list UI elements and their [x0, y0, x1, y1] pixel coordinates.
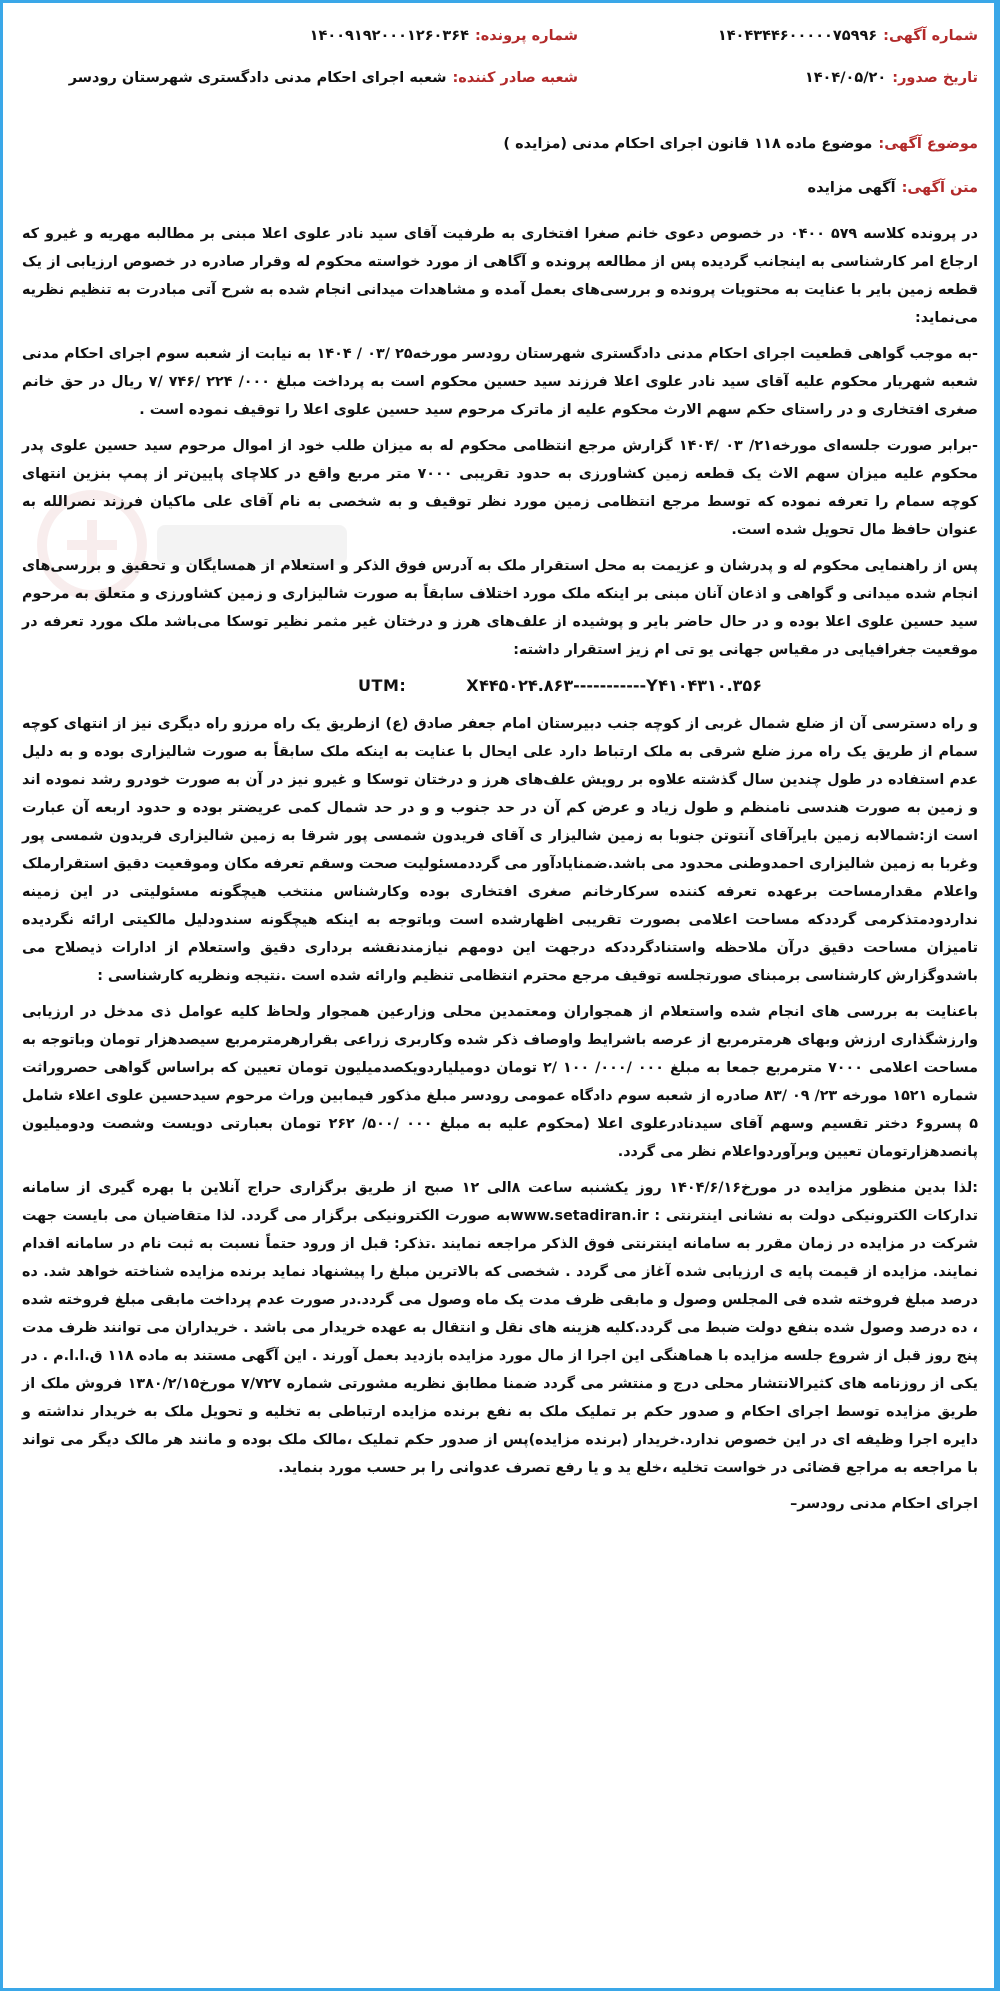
- text-heading-value: آگهی مزایده: [807, 180, 896, 196]
- paragraph-boundaries: و راه دسترسی آن از ضلع شمال غربی از کوچه جنب دبیرستان امام جعفر صادق (ع) ازطریق یک راه مرزو راه دیگری نیز از انتهای کوچه سمام از طریق یک راه مرز ضلع شرقی به ملک ارتباط دارد علی ایحال با عنایت به اینکه ملک سابقاً به صورت شالیزاری بوده و به دلیل عدم استفاده در طول چندین سال گذشته علاوه بر رویش علف‌های هرز و درختان توسکا و غیرو نیز در آن به صورت خودرو رشد نموده اند و زمین به صورت هندسی نامنظم و طول زیاد و عرض کم آن در حد جنوب و و در حد شمال کمی عریضتر بوده و حدود اربعه آن عبارت است از:شمالابه زمین بایرآقای آنتوتن جنوبا به زمین شالیزار ی آقای فریدون شمسی پور شرقا به زمین شالیزاری فریدون شمسی پور وغربا به زمین شالیزاری احمدوطنی محدود می باشد.ضمنایادآور می گرددمسئولیت صحت وسقم تعرفه مکان وموقعیت دقیق استقرارملک واعلام مقدارمساحت برعهده تعرفه کننده سرکارخانم صغری افتخاری بوده وکارشناس منتخب هیچگونه مسئولیتی در این زمینه نداردودمتذکرمی گرددکه مساحت اعلامی بصورت تقریبی اظهارشده است وباتوجه به اینکه هیچگونه سندودلیل مالکیتی ارائه نگردیده تامیزان مساحت دقیق درآن ملاحظه واستنادگرددکه درجهت این دومهم نیازمندنقشه برداری دقیق واستعلام از ادارات ذیصلاح می باشدوگزارش کارشناسی برمبنای صورتجلسه توقیف مرجع محترم انتظامی تنظیم وارائه شده است .نتیجه ونظریه کارشناسی :: [22, 716, 978, 984]
- issue-date-value: ۱۴۰۴/۰۵/۲۰: [804, 70, 887, 86]
- paragraph-seizure: -برابر صورت جلسه‌ای مورخه۲۱/ ۰۳ /۱۴۰۴ گزارش مرجع انتظامی محکوم له به میزان طلب خود از اموال مرحوم سید حسین علوی پدر محکوم علیه میزان سهم الاث یک قطعه زمین کشاورزی به حدود تقریبی ۷۰۰۰ متر مربع واقع در کلاچای پایین‌تر از پمپ بنزین انتهای کوچه سمام را تعرفه نموده که توسط مرجع انتظامی زمین مورد نظر توقیف و به شخصی به نام آقای علی ماکیان فرزند نصرالله به عنوان حافظ مال تحویل شده است.: [22, 438, 979, 538]
- ad-number: [578, 28, 978, 44]
- paragraph-auction-terms: :لذا بدین منظور مزایده در مورخ۱۴۰۴/۶/۱۶ روز یکشنبه ساعت ۸الی ۱۲ صبح از طریق برگزاری حراج آنلاین با بهره گیری از سامانه تدارکات الکترونیکی دولت به نشانی اینترنتی : www.setadiran.irبه صورت الکترونیکی برگزار می گردد. لذا متقاضیان می بایست جهت شرکت در مزایده در زمان مقرر به سامانه اینترنتی فوق الذکر مراجعه نمایند .تذکر: قبل از ورود حتماً نسبت به ثبت نام در سامانه اقدام نمایند. مزایده از قیمت پایه ی ارزیابی شده آغاز می گردد . شخصی که بالاترین مبلغ را پیشنهاد نماید برنده مزایده شناخته خواهد شد. ده درصد مبلغ فروخته شده فی المجلس وصول و مابقی ظرف مدت یک ماه وصول می گردد.در صورت عدم پرداخت مابقی مبلغ فروخته شده ، ده درصد وصول شده بنفع دولت ضبط می گردد.کلیه هزینه های نقل و انتقال به عهده خریدار می باشد . خریداران می توانند ظرف مدت پنج روز قبل از شروع جلسه مزایده با هماهنگی این اجرا از مال مورد مزایده بازدید بعمل آورند . این آگهی مستند به ماده ۱۱۸ ق.ا.ا.م . در یکی از روزنامه های کثیرالانتشار محلی درج و منتشر می گردد ضمنا مطابق نظریه مشورتی شماره ۷/۷۲۷ مورخ۱۳۸۰/۲/۱۵ فروش ملک از طریق مزایده توسط اجرای احکام و صدور حکم بر تملیک ملک به نفع برنده مزایده ارتباطی به تخلیه و تحویل ملک به خریدار نداشته و دایره اجرا وظیفه ای در این خصوص ندارد.خریدار (برنده مزایده)پس از صدور حکم تملیک ،مالک ملک بوده و مانند هر مالک دیگر می تواند با مراجعه به مراجع قضائی در خواست تخلیه ،خلع ید و یا رفع تصرف عدوانی را بر حسب مورد بنماید.: [22, 1180, 979, 1476]
- subject-value: موضوع ماده ۱۱۸ قانون اجرای احکام مدنی (مزایده ): [503, 136, 873, 152]
- case-number: [310, 28, 578, 44]
- utm-coordinates: [142, 672, 978, 702]
- issuer: [69, 70, 578, 86]
- text-heading-line: [22, 180, 978, 220]
- utm-value: X۴۴۵۰۲۴.۸۶۳-----------Y۴۱۰۴۳۱۰.۳۵۶: [466, 676, 762, 695]
- signature: اجرای احکام مدنی رودسر–: [790, 1496, 978, 1512]
- ad-document: [22, 28, 978, 1526]
- issue-date: [578, 70, 978, 86]
- ad-body: [22, 220, 978, 1518]
- paragraph-location: پس از راهنمایی محکوم له و پدرشان و عزیمت به محل استقرار ملک به آدرس فوق الذکر و استعلام از همسایگان و تحقیق و بررسی‌های انجام شده میدانی و گواهی و اذعان آنان مبنی بر اینکه ملک مورد اختلاف سابقاً به صورت شالیزاری و زمین کشاورزی و متعلق به مرحوم سید حسین علوی اعلا بوده و در حال حاضر بایر و پوشیده از علف‌های هرز و درختان غیر مثمر نظیر توسکا می‌باشد ملک مورد تعرفه در موقعیت جغرافیایی در مقیاس جهانی یو تی ام زیز استقرار داشته:: [22, 558, 978, 658]
- issue-date-label: تاریخ صدور:: [892, 70, 978, 86]
- paragraph-verdict: -به موجب گواهی قطعیت اجرای احکام مدنی دادگستری شهرستان رودسر مورخه۲۵ /۰۳ / ۱۴۰۴ به نیابت از شعبه سوم اجرای احکام مدنی شعبه شهریار محکوم علیه آقای سید نادر علوی اعلا فرزند سید حسین محکوم است به پرداخت مبلغ ۰۰۰/ ۲۲۴ /۷۴۶ /۷ ریال در حق خانم صغری افتخاری و در راستای حکم سهم الارث محکوم علیه از ماترک مرحوم سید حسین علوی اعلا را توقیف نموده است .: [22, 346, 978, 418]
- meta-row-2: [22, 70, 978, 112]
- utm-label: UTM:: [358, 676, 407, 695]
- paragraph-valuation: باعنایت به بررسی های انجام شده واستعلام از همجواران ومعتمدین محلی وزارعین همجوار ولحاظ کلیه عوامل ذی مدخل در ارزیابی وارزشگذاری ارزش وبهای هرمترمربع از عرصه باشرایط واوصاف ذکر شده وکاربری زراعی بقرارهرمترمربع سیصدهزار تومان وباتوجه به مساحت اعلامی ۷۰۰۰ مترمربع جمعا به مبلغ ۰۰۰ /۰۰۰/ ۱۰۰ /۲ تومان دومیلیاردویکصدمیلیون تومان تعیین که براساس گواهی حصروراثت شماره ۱۵۲۱ مورخه ۲۳/ ۰۹ /۸۳ صادره از شعبه سوم دادگاه عمومی رودسر مبلغ مذکور فیمابین وراث مرحوم سیدحسین علوی اعلاء شامل ۵ پسرو۶ دختر تقسیم وسهم آقای سیدنادرعلوی اعلا (محکوم علیه به مبلغ ۰۰۰ /۵۰۰/ ۲۶۲ تومان بعبارتی دویست وشصت ودومیلیون پانصدهزارتومان تعیین وبرآوردواعلام نظر می گردد.: [22, 1004, 979, 1160]
- case-number-value: ۱۴۰۰۹۱۹۲۰۰۰۱۲۶۰۳۶۴: [309, 28, 469, 44]
- ad-number-label: شماره آگهی:: [883, 28, 978, 44]
- paragraph-intro: در پرونده کلاسه ۵۷۹ ۰۴۰۰ در خصوص دعوی خانم صغرا افتخاری به طرفیت آقای سید نادر علوی اعلا مبنی بر مطالبه مهریه و غیرو که ارجاع امر کارشناسی به اینجانب گردیده پس از مطالعه پرونده و آگاهی از مورد خواسته محکوم له وقرار صادره در خصوص ارزیابی از یک قطعه زمین بایر با عنایت به محتویات پرونده و بررسی‌های بعمل آمده و مشاهدات میدانی انجام شده به شرح آتی مبادرت به تنظیم نظریه می‌نماید:: [22, 226, 978, 326]
- text-heading-label: متن آگهی:: [901, 180, 978, 196]
- ad-number-value: ۱۴۰۴۳۴۴۶۰۰۰۰۰۷۵۹۹۶: [717, 28, 878, 44]
- meta-row-1: [22, 28, 978, 70]
- subject-line: [22, 136, 978, 176]
- subject-label: موضوع آگهی:: [878, 136, 978, 152]
- issuer-value: شعبه اجرای احکام مدنی دادگستری شهرستان رودسر: [68, 70, 447, 86]
- issuer-label: شعبه صادر کننده:: [452, 70, 578, 86]
- case-number-label: شماره پرونده:: [474, 28, 578, 44]
